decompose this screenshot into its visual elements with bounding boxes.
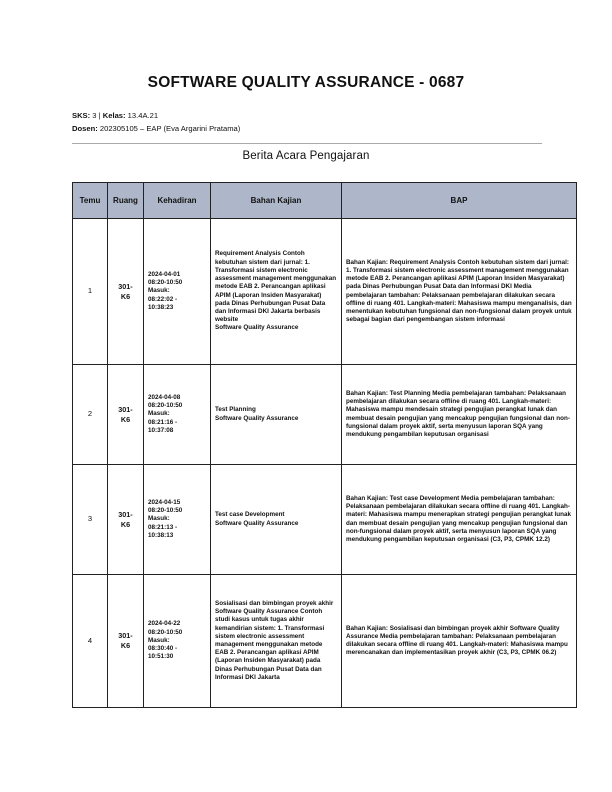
header-kehadiran: Kehadiran bbox=[144, 183, 211, 219]
ruang-cell: 301- K6 bbox=[108, 575, 144, 708]
bahan-kajian-cell: Requirement Analysis Contoh kebutuhan sistem dari jurnal: 1. Transformasi sistem electronic assessment management menggunakan metode EAB 2. Perancangan aplikasi APIM (Laporan Insiden Masyarakat) pada Dinas Perhubungan Pusat Data dan Informasi DKI Jakarta berbasis website Software Quality Assurance bbox=[211, 219, 342, 365]
sks-label: SKS: bbox=[72, 111, 91, 120]
kelas-label: Kelas: bbox=[102, 111, 126, 120]
bap-cell: Bahan Kajian: Test case Development Media pembelajaran tambahan: Pelaksanaan pembelajaran dilakukan secara offline di ruang 401. Langkah-materi: Mahasiswa mampu menerapkan strategi pengujian perangkat lunak dan membuat desain pengujian yang mencakup pengujian fungsional dan non-fungsional dalam proyek aktif, serta menyusun laporan SQA yang mendukung pengambilan keputusan organisasi (C3, P3, CPMK 12.2) bbox=[342, 465, 577, 575]
header-bap: BAP bbox=[342, 183, 577, 219]
bahan-kajian-cell: Test Planning Software Quality Assurance bbox=[211, 365, 342, 465]
ruang-cell: 301- K6 bbox=[108, 365, 144, 465]
table-header-row bbox=[73, 183, 577, 219]
header-bahan-kajian: Bahan Kajian bbox=[211, 183, 342, 219]
kelas-value: 13.4A.21 bbox=[127, 111, 159, 120]
ruang-cell: 301- K6 bbox=[108, 465, 144, 575]
section-title: Berita Acara Pengajaran bbox=[242, 150, 370, 162]
kehadiran-cell: 2024-04-08 08:20-10:50 Masuk: 08:21:16 - 10:37:08 bbox=[144, 365, 211, 465]
sks-value: 3 bbox=[92, 111, 97, 120]
temu-cell: 4 bbox=[73, 575, 108, 708]
divider bbox=[72, 143, 542, 144]
table-row bbox=[73, 365, 577, 465]
lecturer-meta bbox=[72, 124, 240, 133]
bap-cell: Bahan Kajian: Test Planning Media pembelajaran tambahan: Pelaksanaan pembelajaran dilakukan secara offline di ruang 401. Langkah-materi: Mahasiswa mampu mendesain strategi pengujian perangkat lunak dan membuat desain pengujian yang mencakup pengujian fungsional dan non-fungsional dalam proyek aktif, serta menyusun laporan SQA yang mendukung pengambilan keputusan organisasi bbox=[342, 365, 577, 465]
bap-cell: Bahan Kajian: Requirement Analysis Contoh kebutuhan sistem dari jurnal: 1. Transformasi sistem electronic assessment management menggunakan metode EAB 2. Perancangan aplikasi APIM (Laporan Insiden Masyarakat) pada Dinas Perhubungan Pusat Data dan Informasi DKI Media pembelajaran tambahan: Pelaksanaan pembelajaran dilakukan secara offline di ruang 401. Langkah-materi: Mahasiswa mampu menganalisis, dan menentukan kebutuhan fungsional dan non-fungsional dalam proyek untuk sebagai bagian dari pengembangan sistem informasi bbox=[342, 219, 577, 365]
header-temu: Temu bbox=[73, 183, 108, 219]
bahan-kajian-cell: Test case Development Software Quality Assurance bbox=[211, 465, 342, 575]
table-row bbox=[73, 575, 577, 708]
document-title: SOFTWARE QUALITY ASSURANCE - 0687 bbox=[147, 74, 465, 91]
temu-cell: 3 bbox=[73, 465, 108, 575]
separator: | bbox=[98, 111, 101, 120]
kehadiran-cell: 2024-04-15 08:20-10:50 Masuk: 08:21:13 - 10:38:13 bbox=[144, 465, 211, 575]
kehadiran-cell: 2024-04-01 08:20-10:50 Masuk: 08:22:02 - 10:38:23 bbox=[144, 219, 211, 365]
table-row bbox=[73, 465, 577, 575]
temu-cell: 1 bbox=[73, 219, 108, 365]
dosen-label: Dosen: bbox=[72, 124, 98, 133]
ruang-cell: 301- K6 bbox=[108, 219, 144, 365]
table-row bbox=[73, 219, 577, 365]
dosen-value: 202305105 – EAP (Eva Argarini Pratama) bbox=[99, 124, 241, 133]
course-meta bbox=[72, 111, 158, 120]
bap-cell: Bahan Kajian: Sosialisasi dan bimbingan proyek akhir Software Quality Assurance Media pembelajaran tambahan: Pelaksanaan pembelajaran dilakukan secara offline di ruang 401. Langkah-materi: Mahasiswa mampu merencanakan dan implementasikan proyek akhir (C3, P3, CPMK 06.2) bbox=[342, 575, 577, 708]
header-ruang: Ruang bbox=[108, 183, 144, 219]
temu-cell: 2 bbox=[73, 365, 108, 465]
kehadiran-cell: 2024-04-22 08:20-10:50 Masuk: 08:30:40 - 10:51:30 bbox=[144, 575, 211, 708]
bap-table bbox=[72, 182, 577, 708]
bahan-kajian-cell: Sosialisasi dan bimbingan proyek akhir Software Quality Assurance Contoh studi kasus untuk tugas akhir kemandirian sistem: 1. Transformasi sistem electronic assessment management menggunakan metode EAB 2. Perancangan aplikasi APIM (Laporan Insiden Masyarakat) pada Dinas Perhubungan Pusat Data dan Informasi DKI Jakarta bbox=[211, 575, 342, 708]
